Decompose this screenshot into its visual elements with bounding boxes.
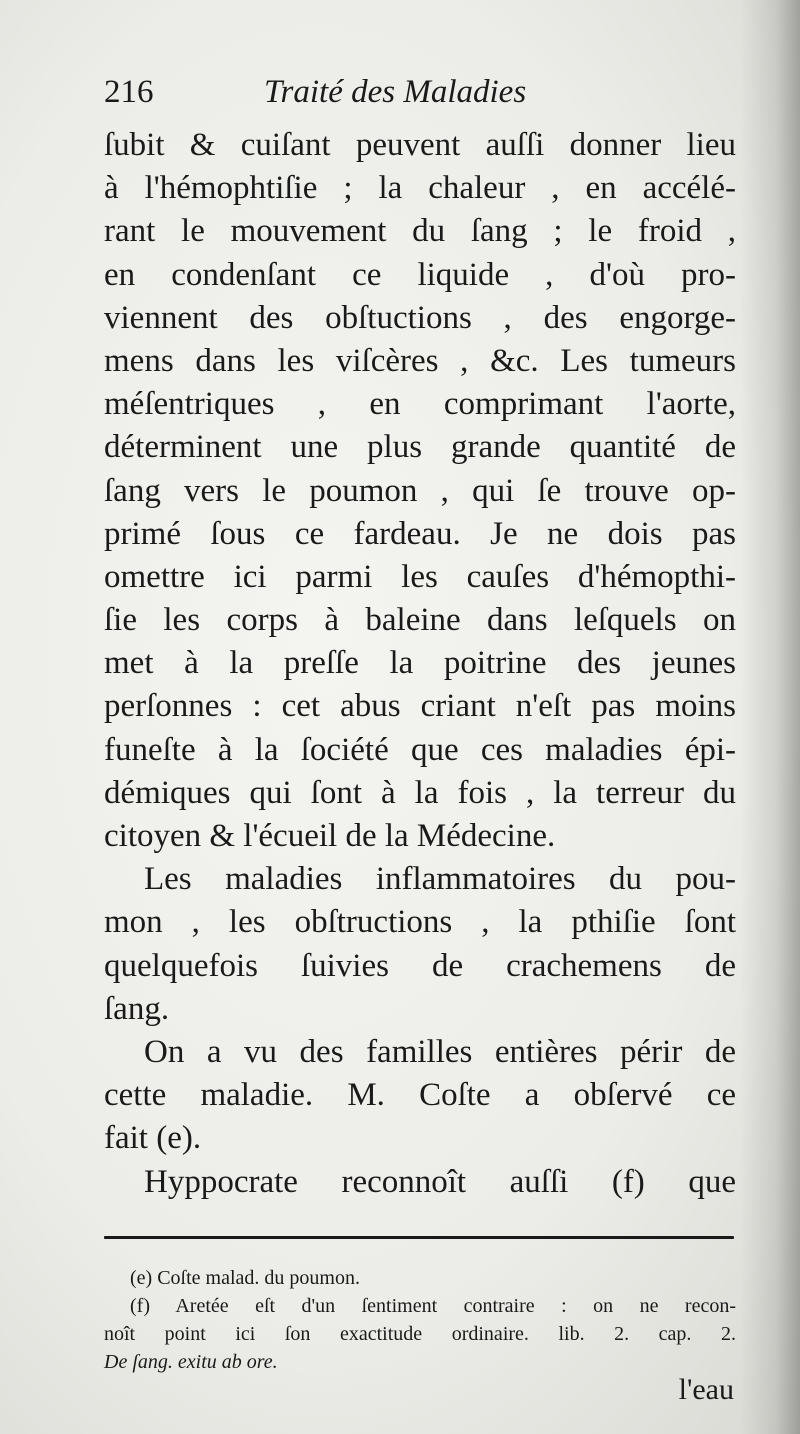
text-line: ſang. [104,990,170,1027]
page-header [104,70,736,114]
text-line: méſentriques , en comprimant l'aorte, [104,386,736,423]
catchword: l'eau [678,1373,734,1406]
footnote-line: (f) Aretée eſt d'un ſentiment contraire : on ne recon- [130,1295,736,1317]
text-line: rant le mouvement du ſang ; le froid , [104,213,736,250]
footnote-line: noît point ici ſon exactitude ordinaire. lib. 2. cap. 2. [104,1323,736,1345]
text-line: fait (e). [104,1120,202,1157]
text-line: ſang vers le poumon , qui ſe trouve op- [104,472,736,509]
text-line: mens dans les viſcères , &c. Les tumeurs [104,342,736,379]
text-line: déterminent une plus grande quantité de [104,429,736,466]
text-line: cette maladie. M. Coſte a obſervé ce [104,1077,736,1114]
text-line: ſubit & cuiſant peuvent auſſi donner lieu [104,127,736,163]
text-line: On a vu des familles entières périr de [144,1033,736,1070]
text-line: perſonnes : cet abus criant n'eſt pas moins [104,688,736,725]
text-line: omettre ici parmi les cauſes d'hémopthi- [104,558,736,595]
text-line: viennent des obſtuctions , des engorge- [104,299,736,336]
text-line: primé ſous ce fardeau. Je ne dois pas [104,515,736,552]
body-text [104,124,736,1204]
text-line: funeſte à la ſociété que ces maladies épi- [104,731,736,768]
text-line: Hyppocrate reconnoît auſſi (f) que [144,1163,736,1200]
text-line: citoyen & l'écueil de la Médecine. [104,818,556,854]
text-line: à l'hémophtiſie ; la chaleur , en accélé- [104,170,736,207]
text-line: quelquefois ſuivies de crachemens de [104,947,736,984]
text-line: ſie les corps à baleine dans leſquels on [104,602,736,639]
footnote-line: De ſang. exitu ab ore. [104,1351,278,1373]
page-number: 216 [104,74,154,110]
text-line: Les maladies inflammatoires du pou- [144,861,736,898]
running-title: Traité des Maladies [264,74,527,110]
text-line: en condenſant ce liquide , d'où pro- [104,256,736,293]
page-edge-shadow [740,0,800,1434]
footnote-line: (e) Coſte malad. du poumon. [130,1267,360,1289]
text-line: met à la preſſe la poitrine des jeunes [104,645,736,682]
footnote-rule [104,1236,734,1239]
footnotes [104,1264,736,1376]
text-line: mon , les obſtructions , la pthiſie ſont [104,904,736,941]
text-line: démiques qui ſont à la fois , la terreur du [104,774,736,811]
